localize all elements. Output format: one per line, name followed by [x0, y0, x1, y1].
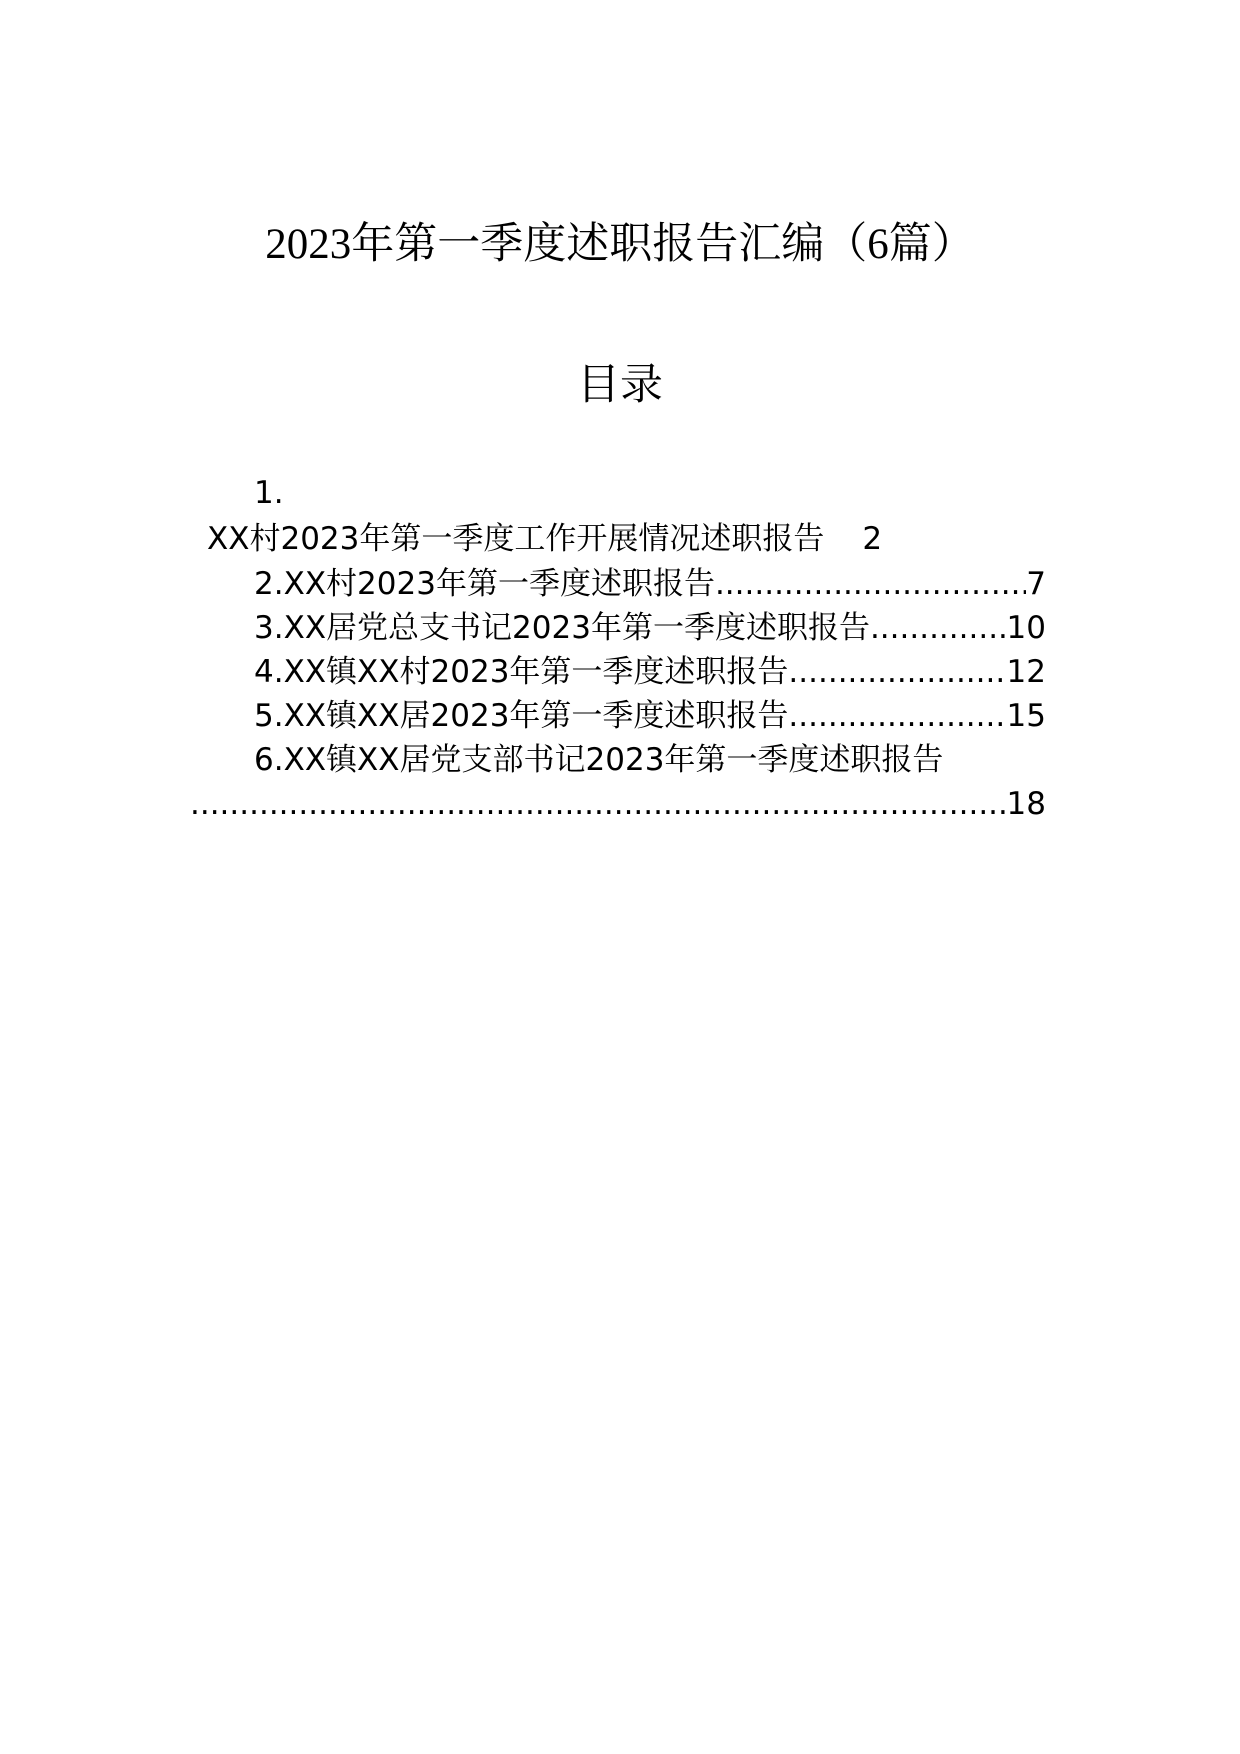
- toc-item-6-label: 6.XX镇XX居党支部书记2023年第一季度述职报告: [254, 742, 944, 778]
- toc-item-6-link[interactable]: [254, 740, 943, 780]
- toc-item-5-link[interactable]: [254, 696, 1046, 736]
- title-count: 6: [867, 221, 889, 268]
- toc-item-5-label: 5.XX镇XX居2023年第一季度述职报告: [254, 698, 789, 734]
- title-year: 2023: [265, 221, 352, 268]
- toc-item-2-label: 2.XX村2023年第一季度述职报告: [254, 566, 715, 602]
- toc-item-3-leader: [870, 608, 1007, 648]
- toc-item-4-link[interactable]: [254, 652, 1046, 692]
- toc-item-3-label: 3.XX居党总支书记2023年第一季度述职报告: [254, 610, 870, 646]
- toc-item-6-leader-row: [190, 784, 1046, 824]
- toc-item-2-link[interactable]: [254, 564, 1046, 604]
- toc-item-1-label: XX村2023年第一季度工作开展情况述职报告: [207, 521, 825, 557]
- toc-item-1-page: 2: [862, 521, 883, 557]
- toc-item-6-page: 18: [1006, 786, 1046, 822]
- toc-item-5-page: 15: [1006, 698, 1046, 734]
- toc-item-6-leader: [190, 784, 1007, 824]
- toc-item-4-leader: [788, 652, 1006, 692]
- toc-heading: 目录: [577, 360, 663, 410]
- toc-item-5-leader: [788, 696, 1006, 736]
- title-suffix: 篇）: [888, 219, 975, 269]
- toc-item-4-label: 4.XX镇XX村2023年第一季度述职报告: [254, 654, 789, 690]
- toc-item-3-page: 10: [1006, 610, 1046, 646]
- toc-item-4-page: 12: [1006, 654, 1046, 690]
- toc-item-1-number: 1.: [254, 475, 284, 511]
- title-text: 年第一季度述职报告汇编（: [351, 219, 868, 269]
- toc-item-3-link[interactable]: [254, 608, 1046, 648]
- toc-item-1-link[interactable]: [207, 519, 882, 559]
- document-title: [0, 214, 1240, 275]
- toc-item-2-page: 7: [1026, 566, 1046, 602]
- toc-item-2-leader: [715, 564, 1026, 604]
